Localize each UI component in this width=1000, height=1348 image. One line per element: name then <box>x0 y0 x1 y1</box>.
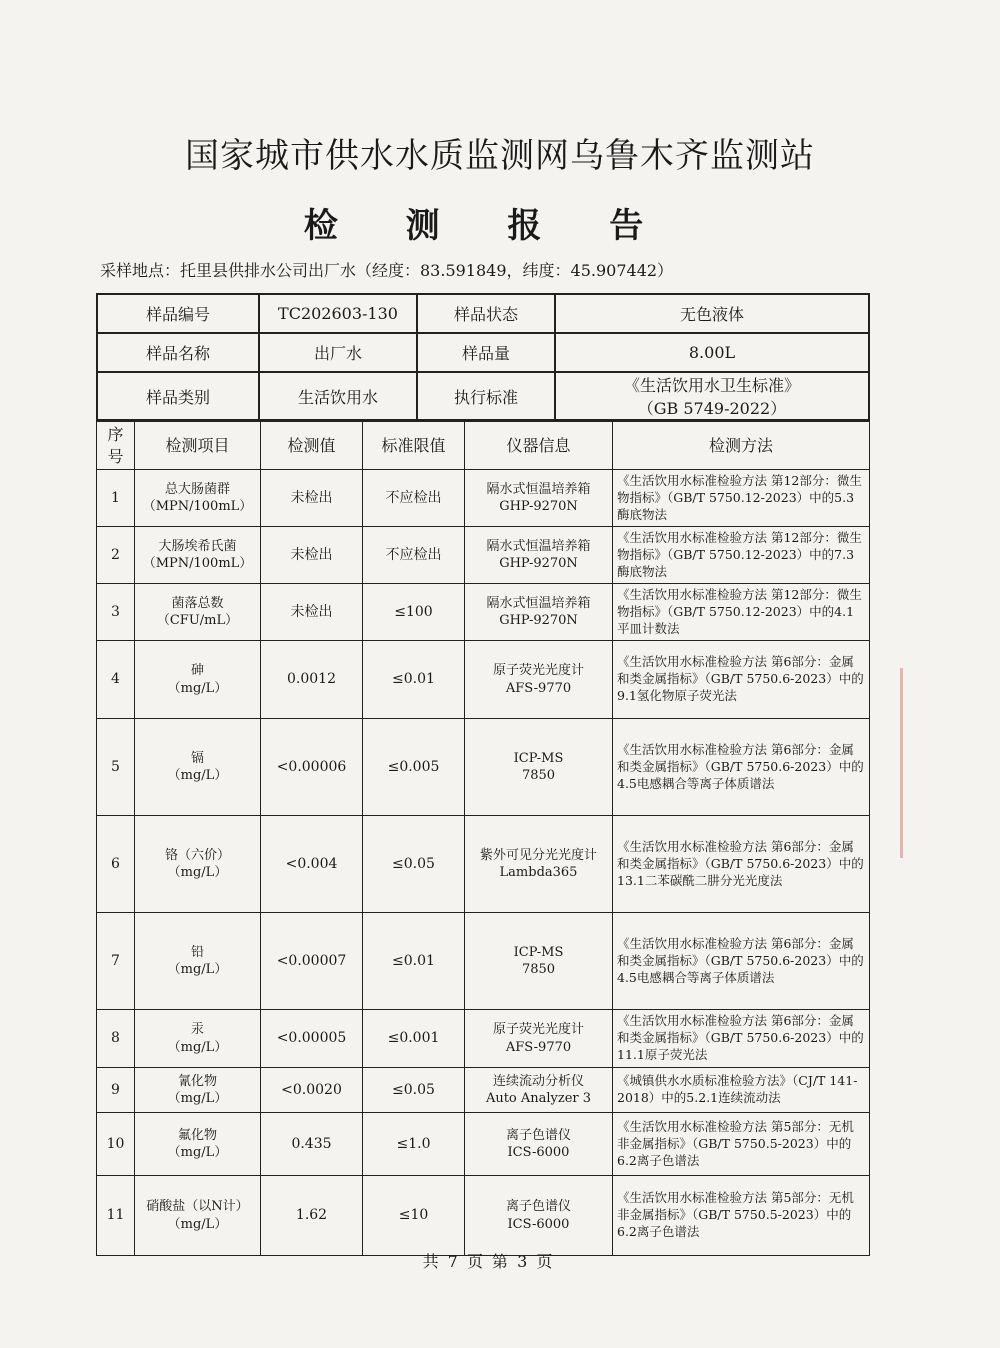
test-value: <0.00005 <box>261 1010 363 1068</box>
test-item-name: 菌落总数 <box>171 595 224 611</box>
seal-stamp-edge <box>900 668 929 858</box>
test-item <box>135 719 261 816</box>
table-row <box>97 719 870 816</box>
sampling-location: 采样地点：托里县供排水公司出厂水（经度：83.591849，纬度：45.907442） <box>100 261 674 280</box>
test-item-unit: （MPN/100mL） <box>142 499 253 515</box>
instrument-info <box>465 1113 613 1176</box>
row-number: 3 <box>97 584 135 641</box>
standard-line-1: 《生活饮用水卫生标准》 <box>623 376 800 395</box>
test-value: <0.0020 <box>261 1068 363 1113</box>
instrument-model: Lambda365 <box>499 865 578 881</box>
instrument-name: 连续流动分析仪 <box>492 1073 584 1089</box>
table-row <box>97 527 870 584</box>
instrument-name: 隔水式恒温培养箱 <box>486 595 591 611</box>
test-item-name: 氰化物 <box>177 1073 217 1089</box>
table-row <box>97 641 870 719</box>
instrument-info <box>465 816 613 913</box>
sample-type-label: 样品类别 <box>97 372 259 420</box>
standard-limit: ≤0.01 <box>363 913 465 1010</box>
test-item-name: 铅 <box>190 944 204 960</box>
sample-info-table <box>96 293 870 421</box>
test-method: 《生活饮用水标准检验方法 第6部分：金属和类金属指标》（GB/T 5750.6-2023）中的4.5电感耦合等离子体质谱法 <box>613 719 870 816</box>
instrument-info <box>465 584 613 641</box>
instrument-name: 离子色谱仪 <box>505 1127 571 1143</box>
test-item-unit: （mg/L） <box>167 1091 228 1107</box>
instrument-info <box>465 470 613 527</box>
test-item <box>135 1176 261 1256</box>
instrument-model: ICS-6000 <box>507 1145 570 1161</box>
test-item-unit: （mg/L） <box>167 1145 228 1161</box>
row-number: 8 <box>97 1010 135 1068</box>
table-row <box>97 1068 870 1113</box>
test-method: 《生活饮用水标准检验方法 第6部分：金属和类金属指标》（GB/T 5750.6-2023）中的9.1氢化物原子荧光法 <box>613 641 870 719</box>
test-item-name: 汞 <box>190 1022 204 1038</box>
test-value: 1.62 <box>261 1176 363 1256</box>
standard-limit: ≤0.001 <box>363 1010 465 1068</box>
sample-type: 生活饮用水 <box>259 372 417 420</box>
results-header-row <box>97 422 870 470</box>
test-method: 《生活饮用水标准检验方法 第6部分：金属和类金属指标》（GB/T 5750.6-2023）中的4.5电感耦合等离子体质谱法 <box>613 913 870 1010</box>
instrument-model: AFS-9770 <box>505 1039 572 1055</box>
standard-limit: ≤0.01 <box>363 641 465 719</box>
test-item-name: 总大肠菌群 <box>164 481 230 497</box>
instrument-name: ICP-MS <box>513 944 564 960</box>
test-item-name: 氟化物 <box>177 1127 217 1143</box>
instrument-name: ICP-MS <box>513 750 564 766</box>
table-row <box>97 1113 870 1176</box>
col-header-no: 序号 <box>97 422 135 470</box>
sample-qty-label: 样品量 <box>417 333 555 372</box>
instrument-model: GHP-9270N <box>499 613 578 629</box>
test-value: <0.004 <box>261 816 363 913</box>
instrument-name: 原子荧光光度计 <box>492 663 584 679</box>
test-value: 未检出 <box>261 470 363 527</box>
results-table <box>96 421 870 1256</box>
standard-limit: ≤0.005 <box>363 719 465 816</box>
report-title: 检 测 报 告 <box>303 206 672 246</box>
test-item-unit: （mg/L） <box>167 962 228 978</box>
test-method: 《生活饮用水标准检验方法 第6部分：金属和类金属指标》（GB/T 5750.6-2023）中的11.1原子荧光法 <box>613 1010 870 1068</box>
col-header-item: 检测项目 <box>135 422 261 470</box>
test-value: <0.00007 <box>261 913 363 1010</box>
standard-value <box>555 372 869 420</box>
standard-limit: ≤10 <box>363 1176 465 1256</box>
test-item <box>135 584 261 641</box>
standard-line-2: （GB 5749-2022） <box>637 399 787 418</box>
test-method: 《城镇供水水质标准检验方法》（CJ/T 141-2018）中的5.2.1连续流动法 <box>613 1068 870 1113</box>
table-row <box>97 470 870 527</box>
test-item <box>135 470 261 527</box>
standard-limit: ≤100 <box>363 584 465 641</box>
instrument-info <box>465 527 613 584</box>
instrument-info <box>465 1068 613 1113</box>
instrument-info <box>465 1010 613 1068</box>
test-item <box>135 816 261 913</box>
instrument-model: AFS-9770 <box>505 680 572 696</box>
standard-limit: 不应检出 <box>363 527 465 584</box>
standard-limit: ≤0.05 <box>363 1068 465 1113</box>
test-method: 《生活饮用水标准检验方法 第6部分：金属和类金属指标》（GB/T 5750.6-2023）中的13.1二苯碳酰二肼分光光度法 <box>613 816 870 913</box>
instrument-name: 隔水式恒温培养箱 <box>486 538 591 554</box>
sample-qty: 8.00L <box>555 333 869 372</box>
sample-name: 出厂水 <box>259 333 417 372</box>
test-method: 《生活饮用水标准检验方法 第12部分：微生物指标》（GB/T 5750.12-2023）中的4.1平皿计数法 <box>613 584 870 641</box>
test-item-unit: （mg/L） <box>167 1216 228 1232</box>
table-row <box>97 584 870 641</box>
organization-title: 国家城市供水水质监测网乌鲁木齐监测站 <box>185 136 815 176</box>
test-method: 《生活饮用水标准检验方法 第12部分：微生物指标》（GB/T 5750.12-2023）中的7.3酶底物法 <box>613 527 870 584</box>
row-number: 6 <box>97 816 135 913</box>
instrument-model: 7850 <box>521 768 556 784</box>
row-number: 11 <box>97 1176 135 1256</box>
test-item <box>135 1113 261 1176</box>
row-number: 9 <box>97 1068 135 1113</box>
instrument-info <box>465 1176 613 1256</box>
instrument-model: GHP-9270N <box>499 499 578 515</box>
row-number: 5 <box>97 719 135 816</box>
test-value: 未检出 <box>261 584 363 641</box>
test-item <box>135 1010 261 1068</box>
instrument-info <box>465 913 613 1010</box>
sample-no: TC202603-130 <box>259 294 417 333</box>
sample-name-label: 样品名称 <box>97 333 259 372</box>
test-item <box>135 913 261 1010</box>
test-item-name: 硝酸盐（以N计） <box>146 1199 249 1215</box>
test-value: 未检出 <box>261 527 363 584</box>
col-header-limit: 标准限值 <box>363 422 465 470</box>
col-header-instrument: 仪器信息 <box>465 422 613 470</box>
row-number: 4 <box>97 641 135 719</box>
row-number: 2 <box>97 527 135 584</box>
test-item-unit: （MPN/100mL） <box>142 556 253 572</box>
test-item-name: 砷 <box>190 663 204 679</box>
test-method: 《生活饮用水标准检验方法 第5部分：无机非金属指标》（GB/T 5750.5-2023）中的6.2离子色谱法 <box>613 1113 870 1176</box>
row-number: 7 <box>97 913 135 1010</box>
sample-state-label: 样品状态 <box>417 294 555 333</box>
test-item <box>135 527 261 584</box>
standard-limit: 不应检出 <box>363 470 465 527</box>
test-item <box>135 1068 261 1113</box>
test-item <box>135 641 261 719</box>
instrument-name: 紫外可见分光光度计 <box>479 847 597 863</box>
instrument-info <box>465 719 613 816</box>
sample-no-label: 样品编号 <box>97 294 259 333</box>
row-number: 10 <box>97 1113 135 1176</box>
table-row <box>97 913 870 1010</box>
col-header-value: 检测值 <box>261 422 363 470</box>
instrument-info <box>465 641 613 719</box>
sample-state: 无色液体 <box>555 294 869 333</box>
test-item-unit: （mg/L） <box>167 865 228 881</box>
test-method: 《生活饮用水标准检验方法 第5部分：无机非金属指标》（GB/T 5750.5-2023）中的6.2离子色谱法 <box>613 1176 870 1256</box>
instrument-name: 隔水式恒温培养箱 <box>486 481 591 497</box>
instrument-model: Auto Analyzer 3 <box>485 1091 592 1107</box>
row-number: 1 <box>97 470 135 527</box>
test-item-unit: （mg/L） <box>167 1039 228 1055</box>
table-row <box>97 816 870 913</box>
test-value: 0.435 <box>261 1113 363 1176</box>
test-value: <0.00006 <box>261 719 363 816</box>
standard-limit: ≤1.0 <box>363 1113 465 1176</box>
page-footer: 共 7 页 第 3 页 <box>422 1252 553 1271</box>
instrument-model: 7850 <box>521 962 556 978</box>
test-value: 0.0012 <box>261 641 363 719</box>
test-item-name: 镉 <box>190 750 204 766</box>
table-row <box>97 1010 870 1068</box>
test-item-unit: （mg/L） <box>167 680 228 696</box>
instrument-name: 原子荧光光度计 <box>492 1022 584 1038</box>
test-method: 《生活饮用水标准检验方法 第12部分：微生物指标》（GB/T 5750.12-2023）中的5.3酶底物法 <box>613 470 870 527</box>
test-item-name: 大肠埃希氏菌 <box>158 538 237 554</box>
instrument-model: GHP-9270N <box>499 556 578 572</box>
standard-limit: ≤0.05 <box>363 816 465 913</box>
test-item-name: 铬（六价） <box>164 847 230 863</box>
standard-label: 执行标准 <box>417 372 555 420</box>
table-row <box>97 1176 870 1256</box>
instrument-name: 离子色谱仪 <box>505 1199 571 1215</box>
instrument-model: ICS-6000 <box>507 1216 570 1232</box>
test-item-unit: （mg/L） <box>167 768 228 784</box>
col-header-method: 检测方法 <box>613 422 870 470</box>
test-item-unit: （CFU/mL） <box>156 613 239 629</box>
